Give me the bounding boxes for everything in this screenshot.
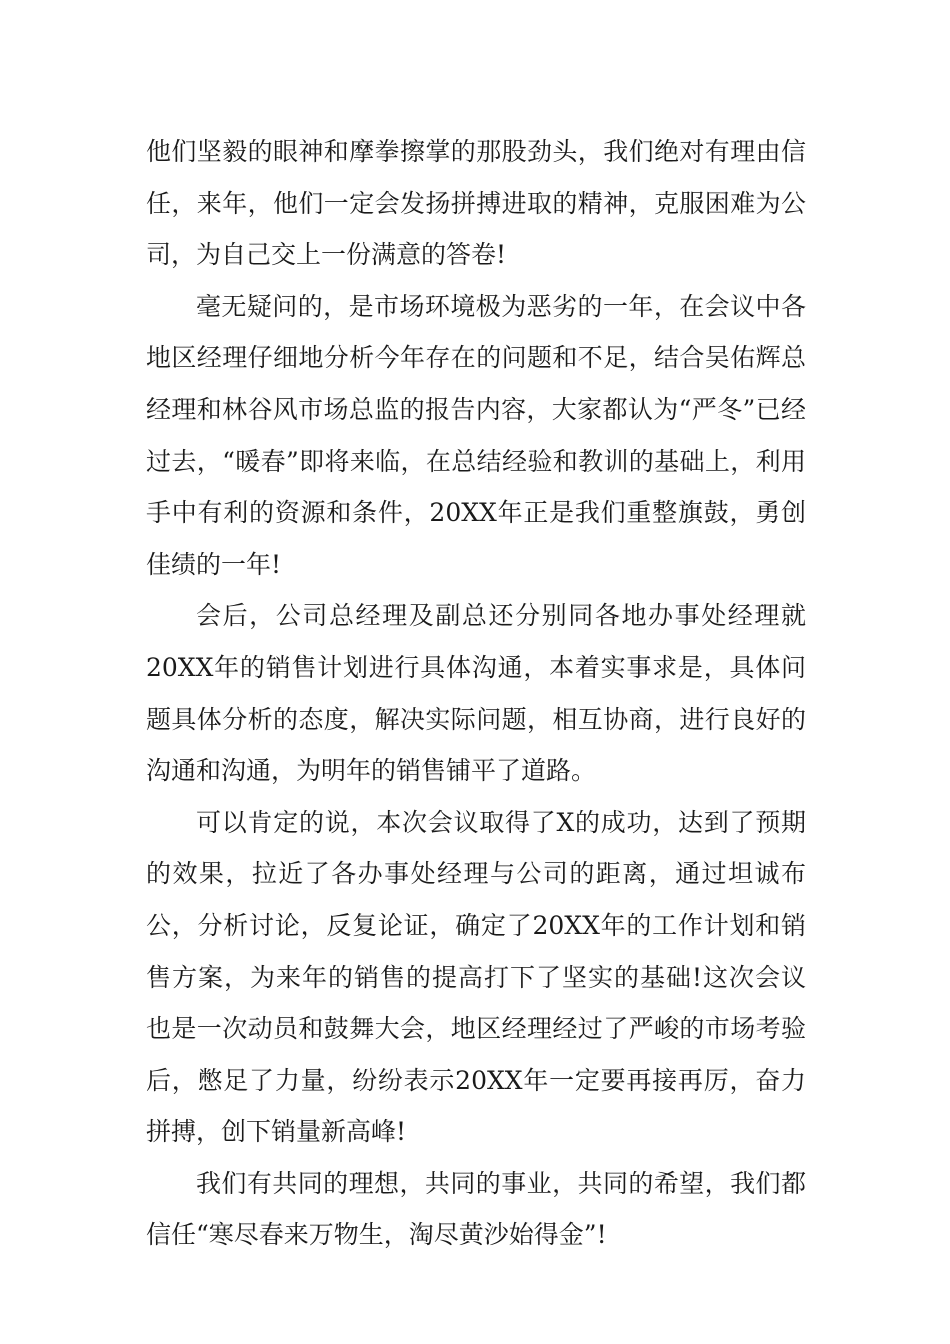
paragraph-2: 毫无疑问的，是市场环境极为恶劣的一年，在会议中各地区经理仔细地分析今年存在的问题和不足，结合吴佑辉总经理和林谷风市场总监的报告内容，大家都认为“严冬”已经过去，“暖春”即将来临，在总结经验和教训的基础上，利用手中有利的资源和条件，20XX年正是我们重整旗鼓，勇创佳绩的一年! — [146, 291, 806, 579]
paragraph-1: 他们坚毅的眼神和摩拳擦掌的那股劲头，我们绝对有理由信任，来年，他们一定会发扬拼搏进取的精神，克服困难为公司，为自己交上一份满意的答卷! — [146, 137, 806, 270]
document-body — [146, 126, 806, 1261]
paragraph-5: 我们有共同的理想，共同的事业，共同的希望，我们都信任“寒尽春来万物生，淘尽黄沙始得金”! — [146, 1168, 806, 1250]
paragraph-4: 可以肯定的说，本次会议取得了X的成功，达到了预期的效果，拉近了各办事处经理与公司的距离，通过坦诚布公，分析讨论，反复论证，确定了20XX年的工作计划和销售方案，为来年的销售的提高打下了坚实的基础!这次会议也是一次动员和鼓舞大会，地区经理经过了严峻的市场考验后，憋足了力量，纷纷表示20XX年一定要再接再厉，奋力拼搏，创下销量新高峰! — [146, 807, 806, 1147]
paragraph-3: 会后，公司总经理及副总还分别同各地办事处经理就20XX年的销售计划进行具体沟通，本着实事求是，具体问题具体分析的态度，解决实际问题，相互协商，进行良好的沟通和沟通，为明年的销售铺平了道路。 — [146, 601, 806, 786]
